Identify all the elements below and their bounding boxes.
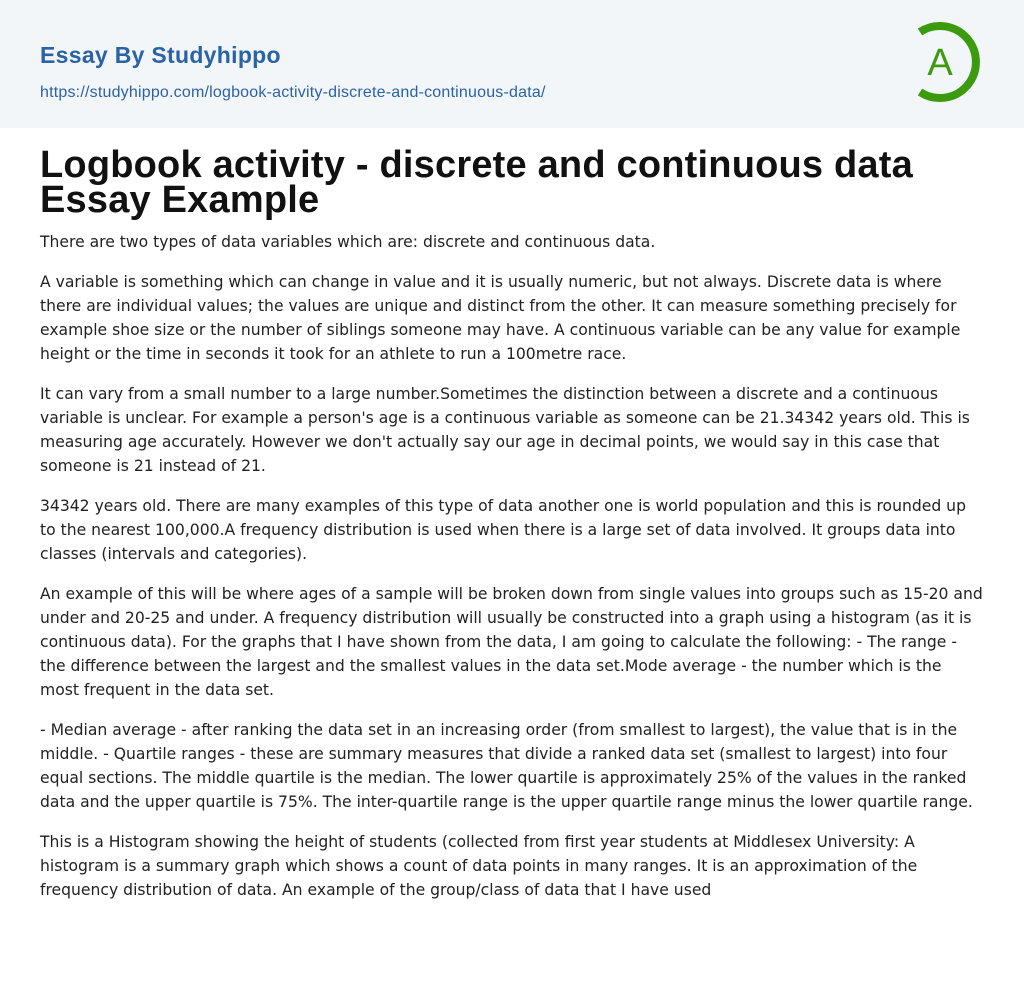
paragraph: There are two types of data variables which are: discrete and continuous data.	[40, 233, 656, 251]
paragraph: 34342 years old. There are many examples of this type of data another one is world population and this is rounded up to the nearest 100,000.A frequency distribution is used when there is a large set of data involved. It groups data into classes (intervals and categories).	[40, 497, 966, 563]
studyhippo-logo-icon[interactable]	[910, 18, 988, 106]
brand-name[interactable]: Essay By Studyhippo	[40, 42, 281, 68]
paragraph: An example of this will be where ages of a sample will be broken down from single values into groups such as 15-20 and under and 20-25 and under. A frequency distribution will usually be constructed into a graph using a histogram (as it is continuous data). For the graphs that I have shown from the data, I am going to calculate the following: - The range - the difference between the largest and the smallest values in the data set.Mode average - the number which is the most frequent in the data set.	[40, 585, 983, 699]
essay-body	[40, 230, 984, 918]
paragraph: - Median average - after ranking the data set in an increasing order (from smallest to largest), the value that is in the middle. - Quartile ranges - these are summary measures that divide a ranked data set (smallest to largest) into four equal sections. The middle quartile is the median. The lower quartile is approximately 25% of the values in the ranked data and the upper quartile is 75%. The inter-quartile range is the upper quartile range minus the lower quartile range.	[40, 721, 973, 811]
paragraph: A variable is something which can change in value and it is usually numeric, but not always. Discrete data is where there are individual values; the values are unique and distinct from the other. It can measure something precisely for example shoe size or the number of siblings someone may have. A continuous variable can be any value for example height or the time in seconds it took for an athlete to run a 100metre race.	[40, 273, 961, 363]
logo-letter: A	[927, 42, 953, 84]
paragraph: This is a Histogram showing the height of students (collected from first year students at Middlesex University: A histogram is a summary graph which shows a count of data points in many ranges. It is an approximation of the frequency distribution of data. An example of the group/class of data that I have used	[40, 833, 918, 899]
page-url-link[interactable]: https://studyhippo.com/logbook-activity-discrete-and-continuous-data/	[40, 84, 546, 101]
site-header	[0, 0, 1024, 128]
paragraph: It can vary from a small number to a large number.Sometimes the distinction between a discrete and a continuous variable is unclear. For example a person's age is a continuous variable as someone can be 21.34342 years old. This is measuring age accurately. However we don't actually say our age in decimal points, we would say in this case that someone is 21 instead of 21.	[40, 385, 970, 475]
page-title: Logbook activity - discrete and continuous data Essay Example	[40, 144, 913, 221]
